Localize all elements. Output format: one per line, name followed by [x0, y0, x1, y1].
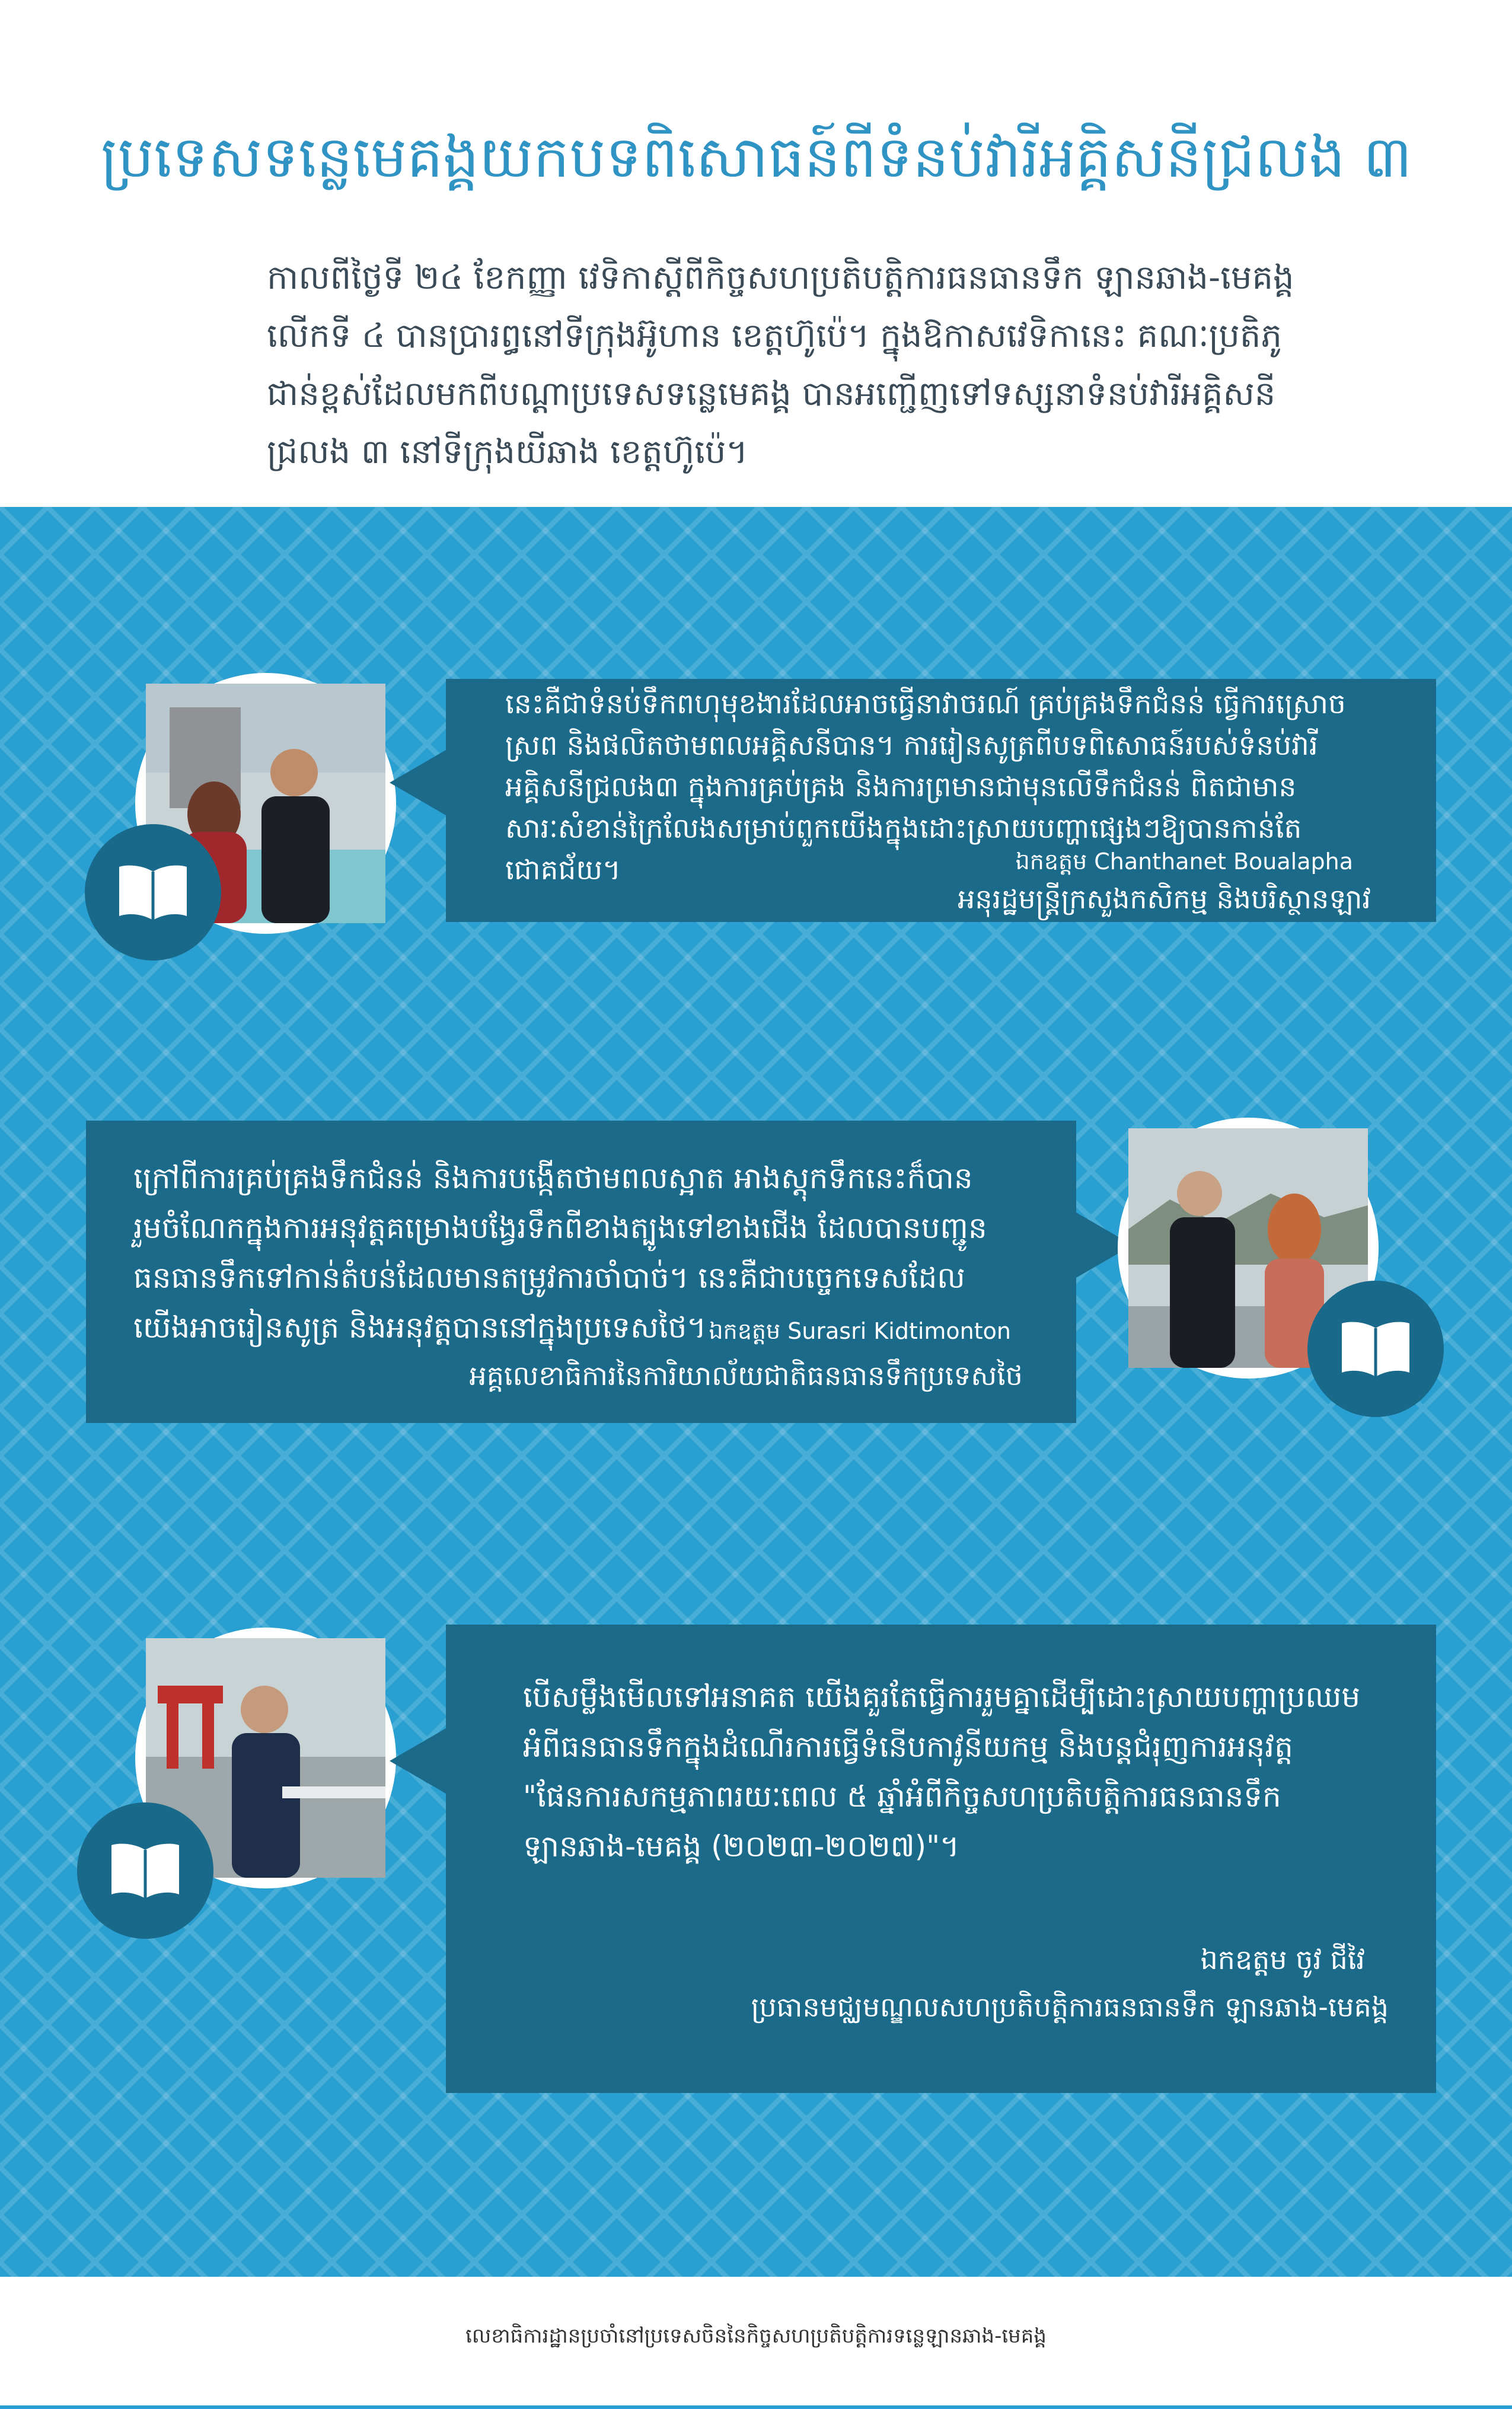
speaker-name-1: ឯកឧត្តម Chanthanet Boualapha: [1015, 848, 1353, 875]
footer-credit: លេខាធិការដ្ឋានប្រចាំនៅប្រទេសចិននៃកិច្ចសហប្រតិបត្តិការទន្លេឡានឆាង-មេគង្គ: [465, 2324, 1047, 2348]
speaker-role-2: អគ្គលេខាធិការនៃការិយាល័យជាតិធនធានទឹកប្រទេសថៃ: [469, 1360, 1023, 1392]
open-book-icon: [114, 860, 192, 925]
book-badge-3: [77, 1802, 213, 1939]
book-badge-2: [1307, 1281, 1444, 1417]
book-badge-1: [85, 824, 221, 961]
open-book-icon: [107, 1838, 184, 1903]
speaker-role-3: ប្រធានមជ្ឈមណ្ឌលសហប្រតិបត្តិការធនធានទឹក ឡានឆាង-មេគង្គ: [751, 1991, 1389, 2023]
page-title: ប្រទេសទន្លេមេគង្គយកបទពិសោធន៍ពីទំនប់វារីអគ្គិសនីជ្រលង ៣: [101, 124, 1412, 190]
speaker-name-2: ឯកឧត្តម Surasri Kidtimonton: [709, 1318, 1011, 1344]
footer-divider: [0, 2405, 1512, 2409]
quote-text-3: បើសម្លឹងមើលទៅអនាគត យើងគួរតែធ្វើការរួមគ្នាដើម្បីដោះស្រាយបញ្ហាប្រឈមអំពីធនធានទឹកក្នុងដំណើរការធ្វើទំនើបកាវូនីយកម្ម និងបន្តជំរុញការអនុវត្ត "ផែនការសកម្មភាពរយៈពេល ៥ ឆ្នាំអំពីកិច្ចសហប្រតិបត្តិការធនធានទឹក ឡានឆាង-មេគង្គ (២០២៣-២០២៧)"។: [523, 1680, 1361, 1864]
quote-text-2: ក្រៅពីការគ្រប់គ្រងទឹកជំនន់ និងការបង្កើតថាមពលស្អាត អាងស្តុកទឹកនេះក៏បានរួមចំណែកក្នុងការអនុវត្តគម្រោងបង្វែរទឹកពីខាងត្បូងទៅខាងជើង ដែលបានបញ្ជូនធនធានទឹកទៅកាន់តំបន់ដែលមានតម្រូវការចាំបាច់។ នេះគឺជាបច្ចេកទេសដែលយើងអាចរៀនសូត្រ និងអនុវត្តបាននៅក្នុងប្រទេសថៃ។: [133, 1161, 987, 1345]
intro-paragraph: កាលពីថ្ងៃទី ២៤ ខែកញ្ញា វេទិកាស្តីពីកិច្ចសហប្រតិបត្តិការធនធានទឹក ឡានឆាង-មេគង្គ លើកទី ៤ បានប្រារព្ធនៅទីក្រុងអ៊ូហាន ខេត្តហ៊ូប៉េ។ ក្នុងឱកាសវេទិកានេះ គណៈប្រតិភូជាន់ខ្ពស់ដែលមកពីបណ្តាប្រទេសទន្លេមេគង្គ បានអញ្ជើញទៅទស្សនាទំនប់វារីអគ្គិសនីជ្រលង ៣ នៅទីក្រុងយីឆាង ខេត្តហ៊ូប៉េ។: [267, 259, 1294, 471]
footer: [0, 2277, 1512, 2409]
speaker-role-1: អនុរដ្ឋមន្ត្រីក្រសួងកសិកម្ម និងបរិស្ថានឡាវ: [958, 883, 1371, 915]
speaker-name-3: ឯកឧត្តម ចូវ ជីវៃ: [1200, 1944, 1365, 1976]
quote-text-1: នេះគឺជាទំនប់ទឹកពហុមុខងារដែលអាចធ្វើនាវាចរណ៍ គ្រប់គ្រងទឹកជំនន់ ធ្វើការស្រោចស្រព និងផលិតថាមពលអគ្គិសនីបាន។ ការរៀនសូត្រពីបទពិសោធន៍របស់ទំនប់វារីអគ្គិសនីជ្រលង៣ ក្នុងការគ្រប់គ្រង និងការព្រមានជាមុនលើទឹកជំនន់ ពិតជាមានសារៈសំខាន់ក្រៃលែងសម្រាប់ពួកយើងក្នុងដោះស្រាយបញ្ហាផ្សេងៗឱ្យបានកាន់តែជោគជ័យ។: [505, 688, 1346, 886]
quote-box-2: [86, 1121, 1076, 1423]
speech-pointer-1: [390, 750, 446, 815]
quote-box-3: [446, 1625, 1436, 2093]
speech-pointer-3: [390, 1728, 446, 1794]
header: [0, 0, 1512, 507]
open-book-icon: [1337, 1316, 1414, 1381]
quote-box-1: [446, 679, 1436, 922]
quotes-section: [0, 507, 1512, 2277]
